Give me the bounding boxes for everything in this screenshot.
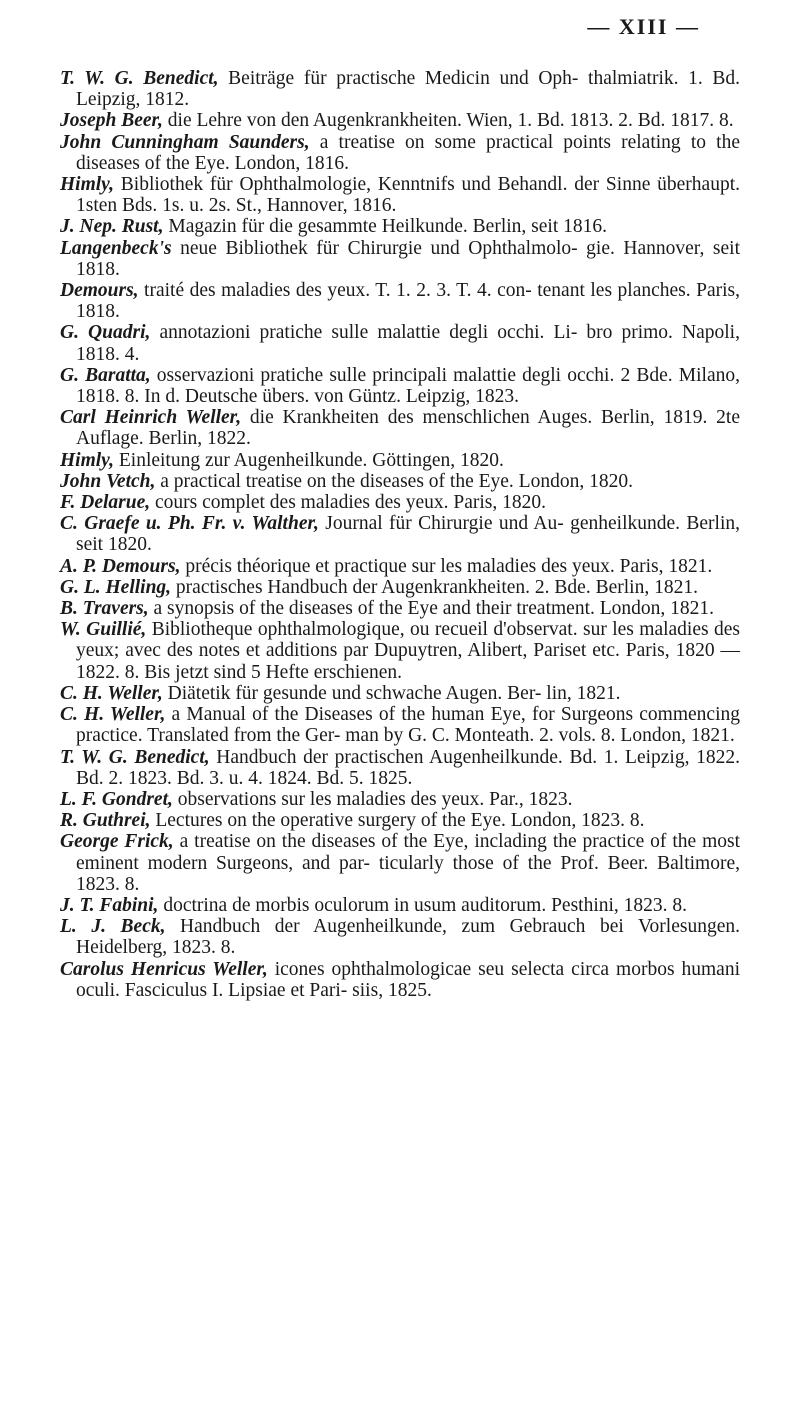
- entry-text: Lectures on the operative surgery of the Eye. London, 1823. 8.: [150, 810, 645, 832]
- entry-author: John Cunningham Saunders,: [60, 131, 310, 153]
- entry-text: traité des maladies des yeux. T. 1. 2. 3. T. 4. con- tenant les planches. Paris, 1818.: [76, 280, 740, 323]
- entry-text: doctrina de morbis oculorum in usum auditorum. Pesthini, 1823. 8.: [158, 894, 688, 916]
- entry-author: George Frick,: [60, 831, 174, 853]
- bibliography-entry: [60, 471, 740, 492]
- bibliography-entry: [60, 556, 740, 577]
- entry-author: G. L. Helling,: [60, 576, 172, 598]
- entry-text: Handbuch der practischen Augenheilkunde. Bd. 1. Leipzig, 1822. Bd. 2. 1823. Bd. 3. u. 4. 1824. Bd. 5. 1825.: [76, 746, 740, 789]
- entry-text: annotazioni pratiche sulle malattie degli occhi. Li- bro primo. Napoli, 1818. 4.: [76, 322, 740, 365]
- entry-text: a practical treatise on the diseases of the Eye. London, 1820.: [155, 470, 633, 492]
- bibliography-entry: [60, 280, 740, 322]
- entry-text: Handbuch der Augenheilkunde, zum Gebrauch bei Vorlesungen. Heidelberg, 1823. 8.: [76, 916, 740, 959]
- entry-text: précis théorique et practique sur les maladies des yeux. Paris, 1821.: [180, 555, 713, 577]
- bibliography-entry: [60, 619, 740, 683]
- bibliography-entry: [60, 704, 740, 746]
- entry-text: a synopsis of the diseases of the Eye and their treatment. London, 1821.: [148, 598, 715, 620]
- entry-text: Diätetik für gesunde und schwache Augen. Ber- lin, 1821.: [162, 682, 621, 704]
- bibliography-entry: [60, 322, 740, 364]
- entry-author: A. P. Demours,: [60, 555, 181, 577]
- entry-author: R. Guthrei,: [60, 810, 151, 832]
- entry-author: C. H. Weller,: [60, 704, 166, 726]
- entry-text: Beiträge für practische Medicin und Oph- thalmiatrik. 1. Bd. Leipzig, 1812.: [76, 68, 740, 111]
- entry-text: die Lehre von den Augenkrankheiten. Wien, 1. Bd. 1813. 2. Bd. 1817. 8.: [162, 110, 734, 132]
- bibliography-entry: [60, 683, 740, 704]
- bibliography-entry: [60, 450, 740, 471]
- entry-text: observations sur les maladies des yeux. Par., 1823.: [172, 788, 573, 810]
- bibliography-entry: [60, 831, 740, 895]
- entry-author: J. Nep. Rust,: [60, 216, 164, 238]
- bibliography-entry: [60, 747, 740, 789]
- bibliography-entry: [60, 216, 740, 237]
- entry-author: C. H. Weller,: [60, 682, 163, 704]
- entry-text: Einleitung zur Augenheilkunde. Göttingen, 1820.: [113, 449, 504, 471]
- bibliography-entry: [60, 916, 740, 958]
- entry-text: Magazin für die gesammte Heilkunde. Berlin, seit 1816.: [163, 216, 607, 238]
- bibliography-entry: [60, 407, 740, 449]
- entry-text: die Krankheiten des menschlichen Auges. Berlin, 1819. 2te Auflage. Berlin, 1822.: [76, 407, 740, 450]
- entry-author: Demours,: [60, 280, 139, 302]
- bibliography-list: [60, 68, 740, 1001]
- bibliography-entry: [60, 132, 740, 174]
- entry-text: icones ophthalmologicae seu selecta circa morbos humani oculi. Fasciculus I. Lipsiae et Pari- siis, 1825.: [76, 958, 740, 1001]
- bibliography-entry: [60, 174, 740, 216]
- entry-text: Journal für Chirurgie und Au- genheilkunde. Berlin, seit 1820.: [76, 513, 740, 556]
- bibliography-entry: [60, 492, 740, 513]
- entry-author: W. Guillié,: [60, 619, 147, 641]
- entry-author: J. T. Fabini,: [60, 894, 159, 916]
- bibliography-entry: [60, 513, 740, 555]
- bibliography-entry: [60, 110, 740, 131]
- entry-author: John Vetch,: [60, 470, 156, 492]
- entry-author: Carolus Henricus Weller,: [60, 958, 268, 980]
- entry-author: B. Travers,: [60, 598, 149, 620]
- entry-text: Bibliotheque ophthalmologique, ou recueil d'observat. sur les maladies des yeux; avec des notes et additions par Dupuytren, Alibert, Pariset etc. Paris, 1820 — 1822. 8. Bis jetzt sind 5 Hefte erschienen.: [76, 619, 740, 683]
- entry-text: osservazioni pratiche sulle principali malattie degli occhi. 2 Bde. Milano, 1818. 8. In d. Deutsche übers. von Güntz. Leipzig, 1823.: [76, 364, 740, 408]
- entry-author: C. Graefe u. Ph. Fr. v. Walther,: [60, 513, 319, 535]
- entry-text: a Manual of the Diseases of the human Eye, for Surgeons commencing practice. Translated from the Ger- man by G. C. Monteath. 2. vols. 8. London, 1821.: [76, 704, 740, 747]
- bibliography-entry: [60, 238, 740, 280]
- entry-text: cours complet des maladies des yeux. Paris, 1820.: [150, 492, 546, 514]
- entry-text: a treatise on some practical points relating to the diseases of the Eye. London, 1816.: [76, 131, 740, 174]
- entry-text: a treatise on the diseases of the Eye, inclading the practice of the most eminent modern Surgeons, and par- ticularly those of the Prof. Beer. Baltimore, 1823. 8.: [76, 831, 740, 895]
- bibliography-entry: [60, 577, 740, 598]
- bibliography-entry: [60, 789, 740, 810]
- bibliography-entry: [60, 68, 740, 110]
- entry-author: G. Quadri,: [60, 322, 151, 344]
- bibliography-entry: [60, 959, 740, 1001]
- entry-author: Himly,: [60, 449, 114, 471]
- entry-author: T. W. G. Benedict,: [60, 68, 219, 89]
- bibliography-entry: [60, 365, 740, 407]
- entry-author: L. F. Gondret,: [60, 788, 173, 810]
- bibliography-entry: [60, 895, 740, 916]
- entry-author: Joseph Beer,: [60, 110, 163, 132]
- bibliography-entry: [60, 810, 740, 831]
- entry-text: Bibliothek für Ophthalmologie, Kenntnifs und Behandl. der Sinne überhaupt. 1sten Bds. 1s. u. 2s. St., Hannover, 1816.: [76, 174, 740, 217]
- running-head: — XIII —: [587, 14, 700, 39]
- entry-author: L. J. Beck,: [60, 916, 166, 938]
- bibliography-entry: [60, 598, 740, 619]
- entry-author: F. Delarue,: [60, 492, 151, 514]
- entry-text: practisches Handbuch der Augenkrankheiten. 2. Bde. Berlin, 1821.: [171, 576, 698, 598]
- entry-author: G. Baratta,: [60, 364, 151, 386]
- entry-author: Carl Heinrich Weller,: [60, 407, 242, 429]
- entry-author: Langenbeck's: [60, 237, 172, 259]
- entry-author: T. W. G. Benedict,: [60, 746, 210, 768]
- entry-author: Himly,: [60, 174, 114, 196]
- entry-text: neue Bibliothek für Chirurgie und Ophthalmolo- gie. Hannover, seit 1818.: [76, 237, 740, 280]
